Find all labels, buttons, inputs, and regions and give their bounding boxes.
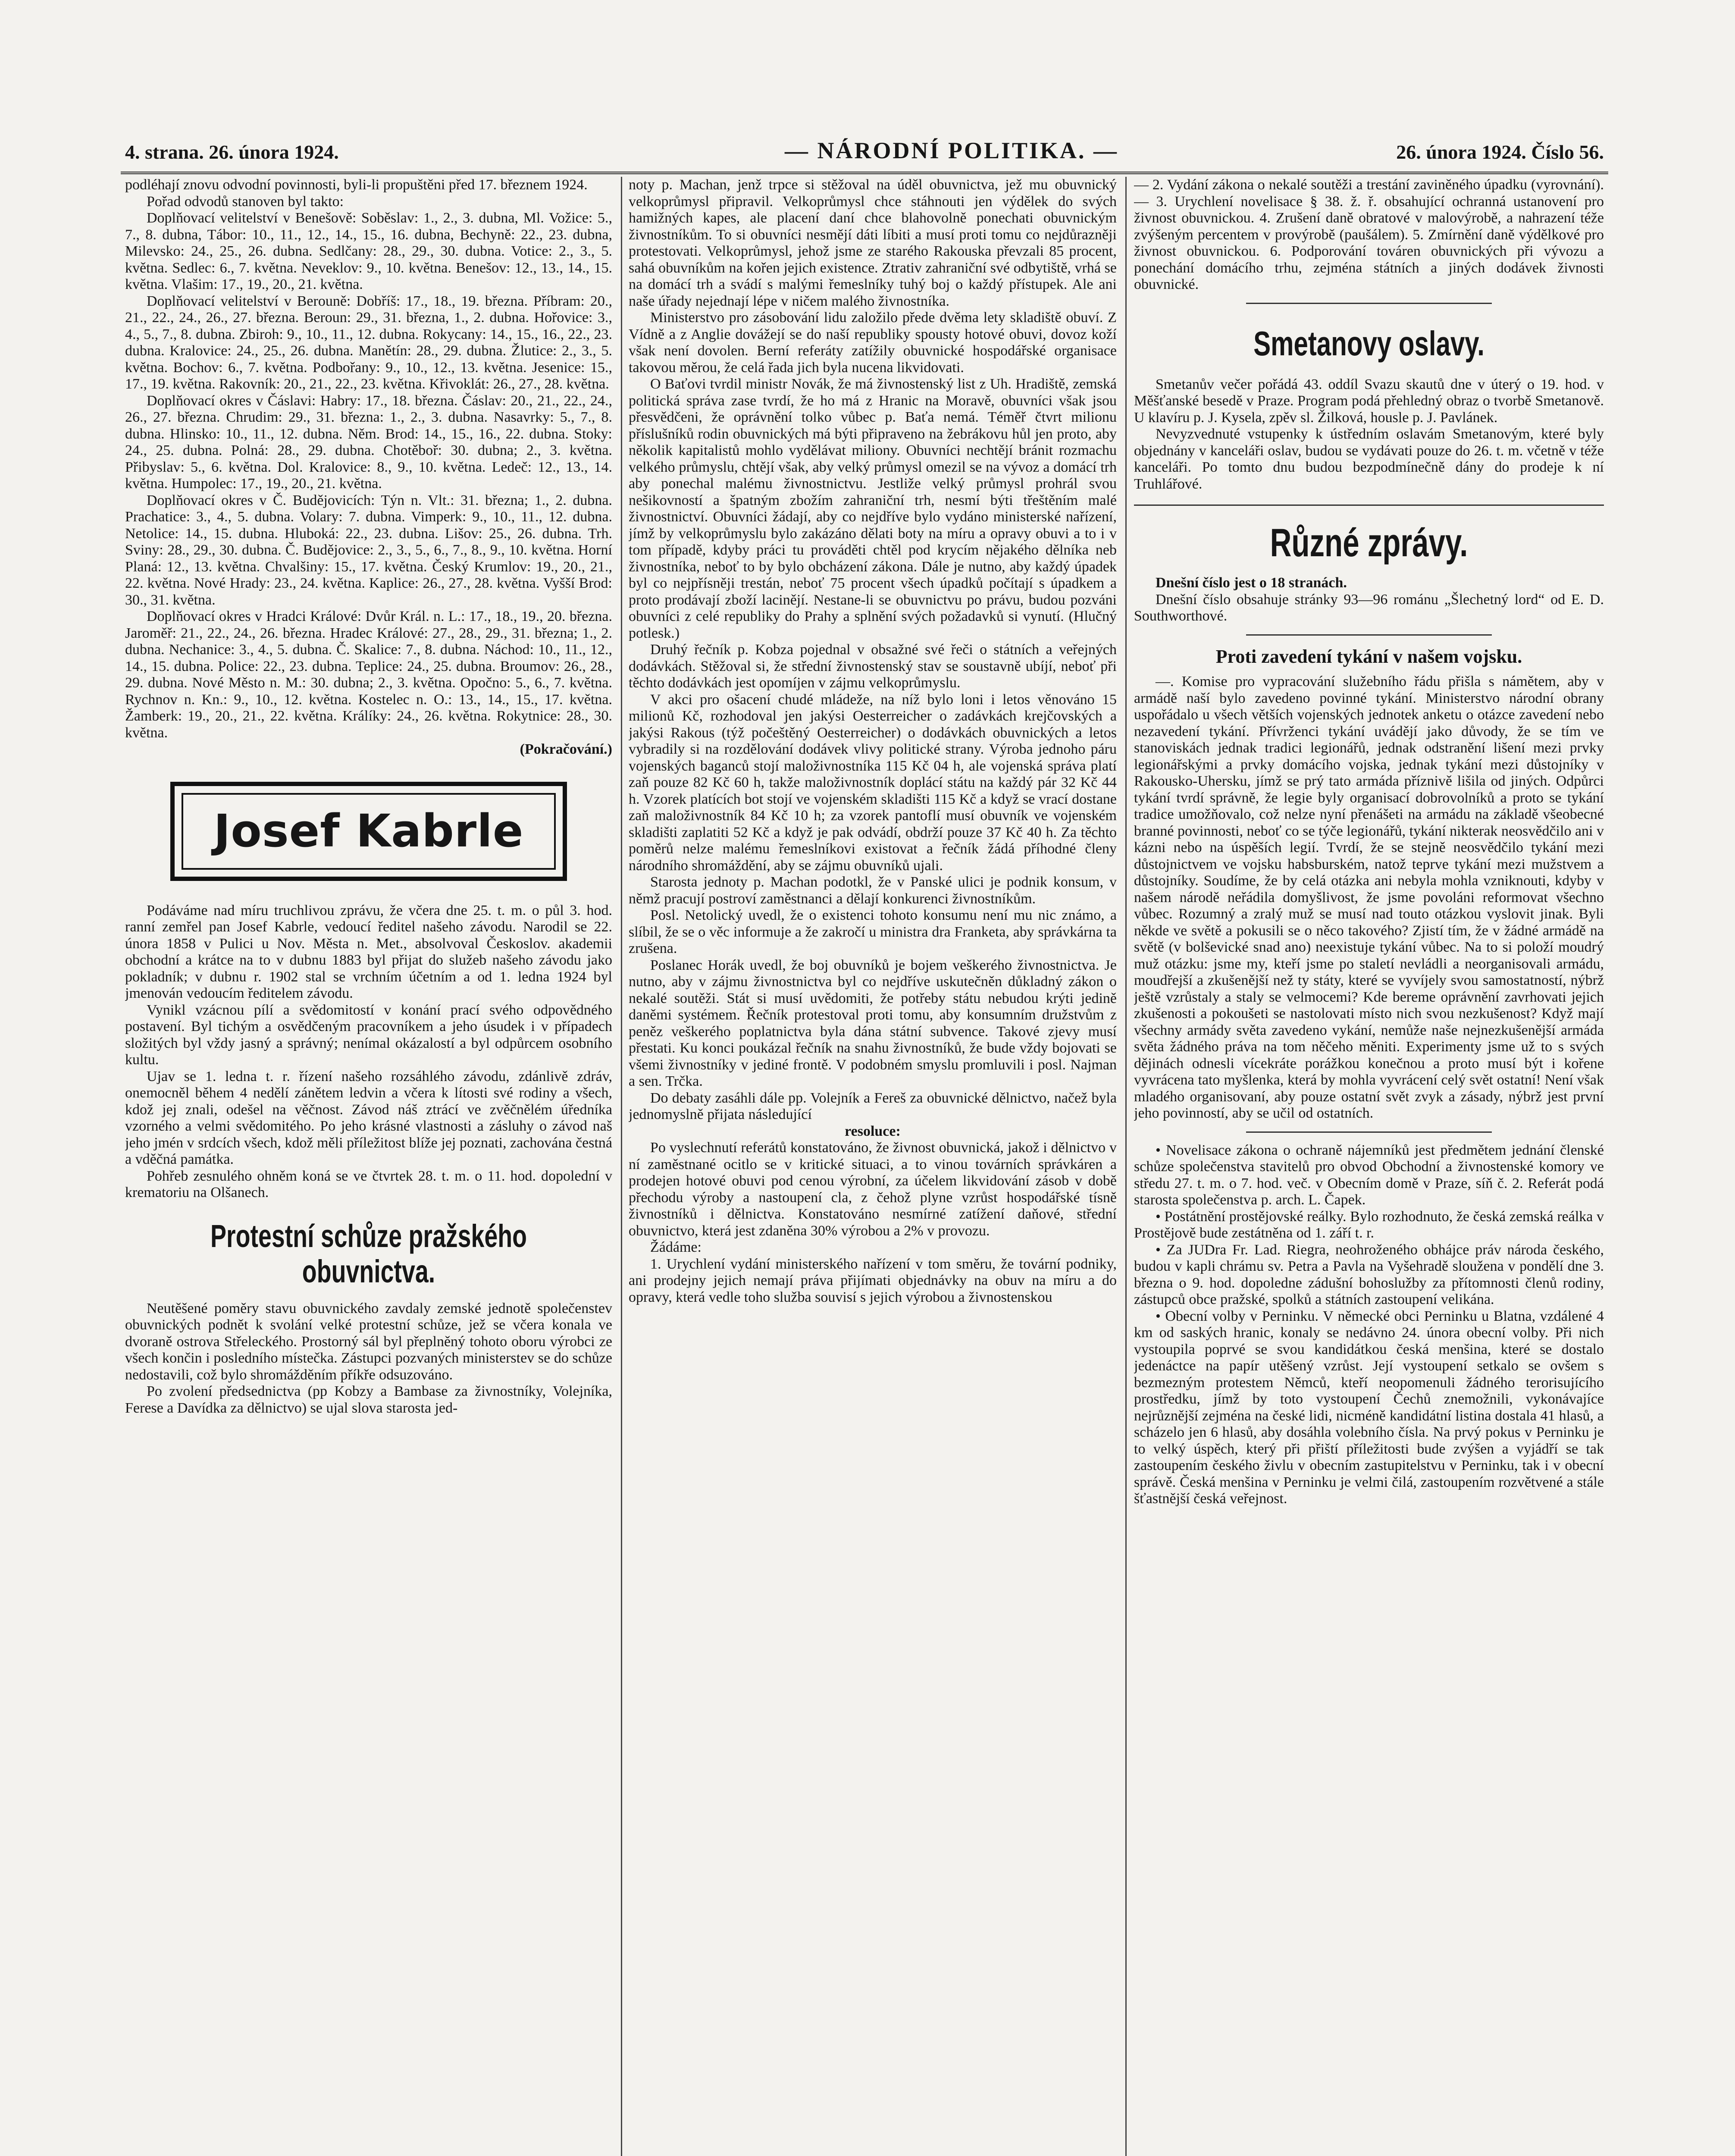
obituary-inner-frame [182, 793, 556, 870]
divider [1246, 634, 1492, 636]
header-page-date: 4. strana. 26. února 1924. [125, 141, 339, 163]
divider [1246, 1131, 1492, 1133]
obituary-text: Vynikl vzácnou pílí a svědomitostí v konání prací svého odpovědného postavení. Byl tichým a osvědčeným pracovníkem a jeho úsudek i v případech složitých byl vždy jasný a správný; nenímal okázalostí a byl odpůrcem osobního kultu. [125, 1002, 612, 1068]
obituary-frame [170, 782, 567, 881]
column-rule-1 [621, 177, 622, 2156]
article-text: — 2. Vydání zákona o nekalé soutěži a trestání zaviněného úpadku (vyrovnání). — 3. Urychlení novelisace § 38. ž. ř. obsahující ochranná ustanovení pro živnost obuvnickou. 4. Zrušení daně obratové v malovýrobě, a nahrazení téže zvýšeným percentem v provýrobě (paušálem). 5. Zmírnění daně výdělkové pro živnost obuvnickou. 6. Podporování továren obuvnických při vývozu a ponechání domácího trhu, zejména státních a jiných dodávek živnosti obuvnické. [1134, 177, 1604, 292]
column-3 [1134, 177, 1604, 2156]
article-text: Po vyslechnutí referátů konstatováno, že živnost obuvnická, jakož i dělnictvo v ní zaměstnané ocitlo se v kritické situaci, a to vinou továrních správkáren a prodejen hotové obuvi pod cenou výrobní, za účelem likvidování zásob v době přechodu výroby a nastoupení cla, z čehož plyne vzrůst hospodářské tísně živnostníků i dělnictva. Konstatováno nesmírné zatížení daňové, střední obuvnictvo, která jest zdaněna 30% výrobou a 2% v provozu. [629, 1140, 1117, 1239]
column-2 [629, 177, 1117, 2156]
news-item: • Za JUDra Fr. Lad. Riegra, neohroženého obhájce práv národa českého, budou v kapli chrámu sv. Petra a Pavla na Vyšehradě sloužena v pondělí dne 3. března o 9. hod. dopoledne zádušní bohoslužby za přítomnosti členů rodiny, zástupců obce pražské, spolků a státních zastoupení velikána. [1134, 1241, 1604, 1307]
article-text: Žádáme: [650, 1239, 702, 1255]
obituary-text: Pohřeb zesnulého ohněm koná se ve čtvrtek 28. t. m. o 11. hod. dopolední v krematoriu na Olšanech. [125, 1168, 612, 1200]
column-1 [125, 177, 612, 2156]
page-header [121, 137, 1608, 174]
article-text: Druhý řečník p. Kobza pojednal v obsažné své řeči o státních a veřejných dodávkách. Stěžoval si, že střední živnostenský stav se soustavně ubíjí, neboť při těchto dodávkách jest opomíjen v zájmu velkoprůmyslu. [629, 642, 1117, 691]
header-masthead: — NÁRODNÍ POLITIKA. — [785, 138, 1119, 163]
article-text: podléhají znovu odvodní povinnosti, byli-li propuštěni před 17. březnem 1924. [125, 177, 588, 193]
conscription-beroun: Doplňovací velitelství v Berouně: Dobříš: 17., 18., 19. března. Příbram: 20., 21., 22., 24., 26., 27. března. Beroun: 29., 31. března, 1., 2. dubna. Hořovice: 3., 4., 5., 7., 8. dubna. Zbiroh: 9., 10., 11., 12. dubna. Rokycany: 14., 15., 16., 22., 23. dubna. Kralovice: 24., 25., 26. dubna. Manětín: 28., 29. dubna. Žlutice: 2., 3., 5. května. Bochov: 6., 7. května. Podbořany: 9., 10., 12., 13. května. Jesenice: 15., 17., 19. května. Rakovník: 20., 21., 22., 23. května. Křivoklát: 26., 27., 28. května. [125, 293, 612, 392]
obituary-text: Ujav se 1. ledna t. r. řízení našeho rozsáhlého závodu, zdánlivě zdráv, onemocněl během 4 nedělí zánětem ledvin a včera k lítosti své rodiny a všech, kdož jej znali, odešel na věčnost. Závod náš ztrácí ve zvěčnělém úředníka vzorného a velmi svědomitého. Po jeho krásné vlastnosti a zásluhy o závod naš jeho jmén v srdcích všech, kdož měli příležitost blíže jej poznati, zachována čestná a vděčná památka. [125, 1068, 612, 1167]
conscription-budejovice: Doplňovací okres v Č. Budějovicích: Týn n. Vlt.: 31. března; 1., 2. dubna. Prachatice: 3., 4., 5. dubna. Volary: 7. dubna. Vimperk: 9., 10., 11., 12. dubna. Netolice: 14., 15. dubna. Hluboká: 22., 23. dubna. Lišov: 25., 26. dubna. Trh. Sviny: 28., 29., 30. dubna. Č. Budějovice: 2., 3., 5., 6., 7., 8., 9., 10. května. Horní Planá: 12., 13. května. Chvalšiny: 15., 17. května. Český Krumlov: 19., 20., 21., 22. května. Nové Hrady: 23., 24. května. Kaplice: 26., 27., 28. května. Vyšší Brod: 30., 31. května. [125, 492, 612, 608]
article-text: Nevyzvednuté vstupenky k ústředním oslavám Smetanovým, které byly objednány v kanceláři oslav, budou se vydávati pouze do 26. t. m. včetně v téže kanceláři. Po tomto dnu budou bezpodmínečně dány do prodeje k ní Truhlářové. [1134, 426, 1604, 492]
header-issue: 26. února 1924. Číslo 56. [1396, 141, 1604, 163]
article-text: Starosta jednoty p. Machan podotkl, že v Panské ulici je podnik konsum, v němž pracují postroví zaměstnanci a dělají konkurenci živnostníkům. [629, 874, 1117, 907]
article-text: Smetanův večer pořádá 43. oddíl Svazu skautů dne v úterý o 19. hod. v Měšťanské besedě v Praze. Program podá přehledný obraz o tvorbě Smetanově. U klavíru p. J. Kysela, zpěv sl. Žilková, housle p. J. Pavlánek. [1134, 376, 1604, 426]
column-rule-2 [1125, 177, 1127, 2156]
article-text: O Baťovi tvrdil ministr Novák, že má živnostenský list z Uh. Hradiště, zemská politická správa zase tvrdí, že ho má z Hranic na Moravě, obuvníci však jsou přesvědčeni, že oprávnění tolko vůbec p. Baťa nemá. Téměř čtvrt milionu příslušníků rodin obuvnických má býti připraveno na žebrákovu hůl jen proto, aby několik kapitalistů mohlo vydělávat miliony. Obuvníci nechtějí bránit rozmachu velkého průmyslu, chtějí však, aby velký průmysl omezil se na vývoz a domácí trh aby ponechal malému živnostnictvu. Jestliže velký průmysl prohrál svou nešikovností a špatným zbožím zahraniční trh, nesmí býti třeštěním malé živnostnictví. Obuvníci žádají, aby co nejdříve bylo vydáno ministerské nařízení, jímž by velkoprůmyslu bylo zakázáno dělati boty na míru a opravy obuvi a to i v tom případě, kdyby práci tu prováděti chtěl pod krycím nějakého dělníka neb živnostníka, neboť to by bylo obcházení zákona. Dále je nutno, aby každý úpadek byl co nejpřísněji trestán, neboť 75 procent všech úpadků počítají s úpadkem a proto prodávají zboží lacinějí. Nestane-li se obuvnictvu po právu, budou pozváni obuvníci z celé republiky do Prahy a splnění svých požadavků si vynutí. (Hlučný potlesk.) [629, 376, 1117, 641]
protest-headline: Protestní schůze pražského obuvnictva. [210, 1218, 527, 1289]
conscription-benesov: Doplňovací velitelství v Benešově: Soběslav: 1., 2., 3. dubna, Ml. Vožice: 5., 7., 8. dubna, Tábor: 10., 11., 12., 14., 15., 16. dubna, Bechyně: 22., 23. dubna, Milevsko: 24., 25., 26. dubna. Sedlčany: 28., 29., 30. dubna. Votice: 2., 3., 5. května. Sedlec: 6., 7. května. Neveklov: 9., 10. května. Benešov: 12., 13., 14., 15. května. Vlašim: 17., 19., 20., 21. května. [125, 210, 612, 292]
news-section-headline: Různé zprávy. [1270, 521, 1468, 565]
continuation-note: (Pokračování.) [520, 741, 612, 757]
article-text: Po zvolení předsednictva (pp Kobzy a Bambase za živnostníky, Volejníka, Ferese a Davídka za dělnictvo) se ujal slova starosta jed- [125, 1383, 612, 1416]
article-text: —. Komise pro vypracování služebního řádu přišla s námětem, aby v armádě naší bylo zavedeno povinné tykání. Ministerstvo národní obrany uspořádalo u všech větších vojenských jednotek anketu o otázce zavedení nebo nezavedení tykání. Přívrženci tykání uvádějí jako důvody, že se tím ve stanoviskách jednak tradici legionářů, jednak odstranění lišení mezi prvky legionářskými a prvky domácího vojska, jednak tykání mezi důstojníky v Rakousko-Uhersku, jímž se prý tato armáda příznivě lišila od jiných. Odpůrci tykání tvrdí správně, že legie byly organisací dobrovolníků a proto se tykání tradice umožňovalo, což nelze nyní přenášeti na armádu na základě všeobecné branné povinnosti, neboť co se týče legionářů, tykání nikterak neosvědčilo ani v kázni nebo na úspěších legií. Tvrdí, že se stejně neosvědčilo tykání mezi důstojnictvem ve vojsku habsburském, natož teprve tykání mezi mužstvem a důstojníky. Soudíme, že by celá otázka ani nebyla mohla vzniknouti, kdyby v našem národě neřádila domyšlivost, že jsme povoláni reformovat všechno vůbec. Rozumný a zralý muž se musí nad touto otázkou vyslovit jinak. Byli někde ve světě a pokusili se o něco takového? Zjistí tím, že v žádné armádě na světě (v bolševické snad ano) neexistuje tykání vůbec. Na to si položí moudrý muž otázku: jsme my, kteří jsme po staletí nevládli a neorganisovali armádu, moudřejší a zkušenější než ty státy, které se vyvíjely svou samostatností, nýbrž ještě vzrůstaly a staly se velmocemi? Kde bereme oprávnění zavrhovati jejich zkušenosti a pokoušeti se nastolovati místo nich svou nezkušenost? Když mají všechny armády světa zavedeno vykání, nemůže naše nejnezkušenější armáda světa žádného práva na tom něčeho měniti. Experimenty jsme už to s svých dějinách odnesli vícekráte porážkou konečnou a proto musí být i kořene vyvrácena tato myšlenka, která by mohla vyvrácení celý svět ostatní! Není však mladého organisovaní, aby pouze ostatní svět zvyk a zásady, nýbrž jest první jeho povinností, aby se učil od ostatních. [1134, 674, 1604, 1121]
article-text: noty p. Machan, jenž trpce si stěžoval na úděl obuvnictva, jež mu obuvnický velkoprůmysl připravil. Velkoprůmysl chce stáhnouti jen výdělek do svých hamižných kapes, ale placení daní chce blahovolně ponechati obuvnickým živnostníkům. To si obuvníci nesmějí dáti líbiti a musí proti tomu co nejdůrazněji protestovati. Velkoprůmysl, jehož jsme ze starého Rakouska převzali 85 procent, sahá obuvníkům na kořen jejich existence. Ztrativ zahraniční své odbytiště, vrhá se na domácí trh a svádí s malými řemeslníky tuhý boj o každý přístupek. Ale ani naše úřady nejednají lépe v ničem malého živnostníka. [629, 177, 1117, 309]
divider [1246, 303, 1492, 304]
article-text: Ministerstvo pro zásobování lidu založilo přede dvěma lety skladiště obuví. Z Vídně a z Anglie dovážejí se do naší republiky spousty hotové obuvi, dovoz koží však není dovolen. Berní referáty zatížily obuvnické hospodářské organisace takovou měrou, že celá řada jich byla nucena likvidovati. [629, 310, 1117, 376]
article-text: Poslanec Horák uvedl, že boj obuvníků je bojem veškerého živnostnictva. Je nutno, aby v zájmu živnostnictva byl co nejdříve uskutečněn důkladný zákon o nekalé soutěži. Stát si musí uvědomiti, že potřeby státu nebudou krýti jedině daněmi systémem. Řečník protestoval proti tomu, aby konsumním družstvům z peněz veškerého poplatnictva byla dána státní subvence. Takové zjevy musí přestati. Ku konci poukázal řečník na snahu živnostníků, že bude vždy bojovati se všemi živnostníky v jediné frontě. V podobném smyslu promluvili i posl. Najman a sen. Trčka. [629, 957, 1117, 1089]
conscription-caslav: Doplňovací okres v Čáslavi: Habry: 17., 18. března. Čáslav: 20., 21., 22., 24., 26., 27. března. Chrudim: 29., 31. března: 1., 2., 3. dubna. Nasavrky: 5., 7., 8. dubna. Hlinsko: 10., 11., 12. dubna. Něm. Brod: 14., 15., 16., 22. dubna. Stoky: 24., 25. dubna. Polná: 28., 29. dubna. Chotěboř: 30. dubna; 2., 3. května. Přibyslav: 5., 6. května. Dol. Kralovice: 8., 9., 10. května. Ledeč: 12., 13., 14. května. Humpolec: 17., 19., 20., 21. května. [125, 392, 612, 492]
article-text: Posl. Netolický uvedl, že o existenci tohoto konsumu není mu nic známo, a slíbil, že se o věc informuje a že zakročí u ministra dra Franketa, aby správkárna ta zrušena. [629, 907, 1117, 956]
article-text: Do debaty zasáhli dále pp. Volejník a Fereš za obuvnické dělnictvo, načež byla jednomyslně přijata následující [629, 1090, 1117, 1122]
resolution-heading: resoluce: [845, 1123, 901, 1139]
divider [1134, 505, 1604, 506]
smetana-headline: Smetanovy oslavy. [1253, 324, 1484, 363]
article-text: Neutěšené poměry stavu obuvnického zavdaly zemské jednotě společenstev obuvnických podnět k svolání velké protestní schůze, jež se včera konala ve dvoraně ostrova Střeleckého. Prostorný sál byl přeplněný tohoto oboru výrobci ze všech končin i posledního místečka. Zástupci pozvaných ministerstev se do schůze nedostavili, což bylo shromážděním příkře odsuzováno. [125, 1300, 612, 1383]
army-article-headline: Proti zavedení tykání v našem vojsku. [1215, 646, 1522, 667]
article-text: 1. Urychlení vydání ministerského nařízení v tom směru, že tovární podniky, ani prodejny jejich nemají práva přijímati objednávky na obuv na míru a do opravy, která vedle toho služba souvisí s jejich výrobou a živnostenskou [629, 1256, 1117, 1305]
news-item: • Postátnění prostějovské reálky. Bylo rozhodnuto, že česká zemská reálka v Prostějově bude zestátněna od 1. září t. r. [1134, 1208, 1604, 1241]
conscription-kralove: Doplňovací okres v Hradci Králové: Dvůr Král. n. L.: 17., 18., 19., 20. března. Jaroměř: 21., 22., 24., 26. března. Hradec Králové: 27., 28., 29., 31. března; 1., 2. dubna. Nechanice: 3., 4., 5. dubna. Č. Skalice: 7., 8. dubna. Náchod: 10., 11., 12., 14., 15. dubna. Police: 22., 23. dubna. Teplice: 24., 25. dubna. Broumov: 26., 28., 29. dubna. Nové Město n. M.: 30. dubna; 2., 3. května. Opočno: 5., 6., 7. května. Rychnov n. Kn.: 9., 10., 12. května. Kostelec n. O.: 13., 14., 15., 17. května. Žamberk: 19., 20., 21., 22. května. Králíky: 24., 26. května. Rokytnice: 28., 30. května. [125, 608, 612, 741]
obituary-text: Podáváme nad míru truchlivou zprávu, že včera dne 25. t. m. o půl 3. hod. ranní zemřel pan Josef Kabrle, vedoucí ředitel našeho závodu. Narodil se 22. února 1858 v Pulici u Nov. Města n. Met., absolvoval Českoslov. akademii obchodní a krátce na to v dubnu 1883 byl přijat do služeb našeho závodu jako pokladník; v dubnu r. 1902 stal se vrchním účetním a od 1. ledna 1924 byl jmenován vedoucím ředitelem závodu. [125, 902, 612, 1001]
article-text: V akci pro ošacení chudé mládeže, na níž bylo loni i letos věnováno 15 milionů Kč, rozhodoval jen jakýsi Oesterreicher o zadávkách krejčovských a jakýsi Rakous (týž počeštěný Oesterreicher) o dodávkách obuvnických a letos vybradily si na rozdělování dodávek vlivy politické strany. Výroba jednoho páru vojenských baganců stojí maloživnostníka 115 Kč 04 h, ale vojenská správa platí zaň pouze 82 Kč 60 h, takže maloživnostník doplácí státu na každý pár 32 Kč 44 h. Vzorek platících bot stojí ve vojenském skladišti 115 Kč a když se vrací dostane zaň maloživnostník 84 Kč 10 h; za vzorek pantoflí musí obuvník ve vojenském skladišti zaplatiti 52 Kč a když je pak odvádí, obdrží pouze 37 Kč 40 h. Za těchto poměrů nelze malému řemeslníkovi existovat a řečník žádá příhodné členy národního shromáždění, aby se zájmu obuvníků ujali. [629, 691, 1117, 874]
article-text: Dnešní číslo obsahuje stránky 93—96 románu „Šlechetný lord“ od E. D. Southworthové. [1134, 591, 1604, 624]
news-item: • Novelisace zákona o ochraně nájemníků jest předmětem jednání členské schůze společenstva stavitelů pro obvod Obchodní a živnostenské komory ve středu 27. t. m. o 7. hod. več. v Obecním domě v Praze, síň č. 2. Referát podá starosta společenstva p. arch. L. Čapek. [1134, 1142, 1604, 1208]
news-item: • Obecní volby v Perninku. V německé obci Perninku u Blatna, vzdálené 4 km od saských hranic, konaly se nedávno 24. února obecní volby. Při nich vystoupila poprvé se svou kandidátkou česká menšina, které se dostalo jedenáctce na papír utěšený vzrůst. Její vystoupení setkalo se ovšem s bezmezným protestem Němců, kteří neopomenuli žádného terorisujícího prostředku, jímž by toto vystoupení Čechů znemožnili, vykonávajíce nejrůznější zejména na české lidi, nicméně kandidátní listina dostala 41 hlasů, a scházelo jen 6 hlasů, aby dosáhla volebního čísla. Na prvý pokus v Perninku je to velký úspěch, který při přiští příležitosti bude zvýšen a vyjádří se tak zastoupením českého živlu v obecním zastupitelstvu v Perninku, tak i v obecní správě. Česká menšina v Perninku je velmi čilá, zastoupením rozvětvené a stále šťastnější česká veřejnost. [1134, 1308, 1604, 1507]
article-text: Dnešní číslo jest o 18 stranách. [1156, 575, 1347, 591]
article-text: Pořad odvodů stanoven byl takto: [147, 193, 344, 210]
obituary-title: Josef Kabrle [213, 805, 524, 858]
